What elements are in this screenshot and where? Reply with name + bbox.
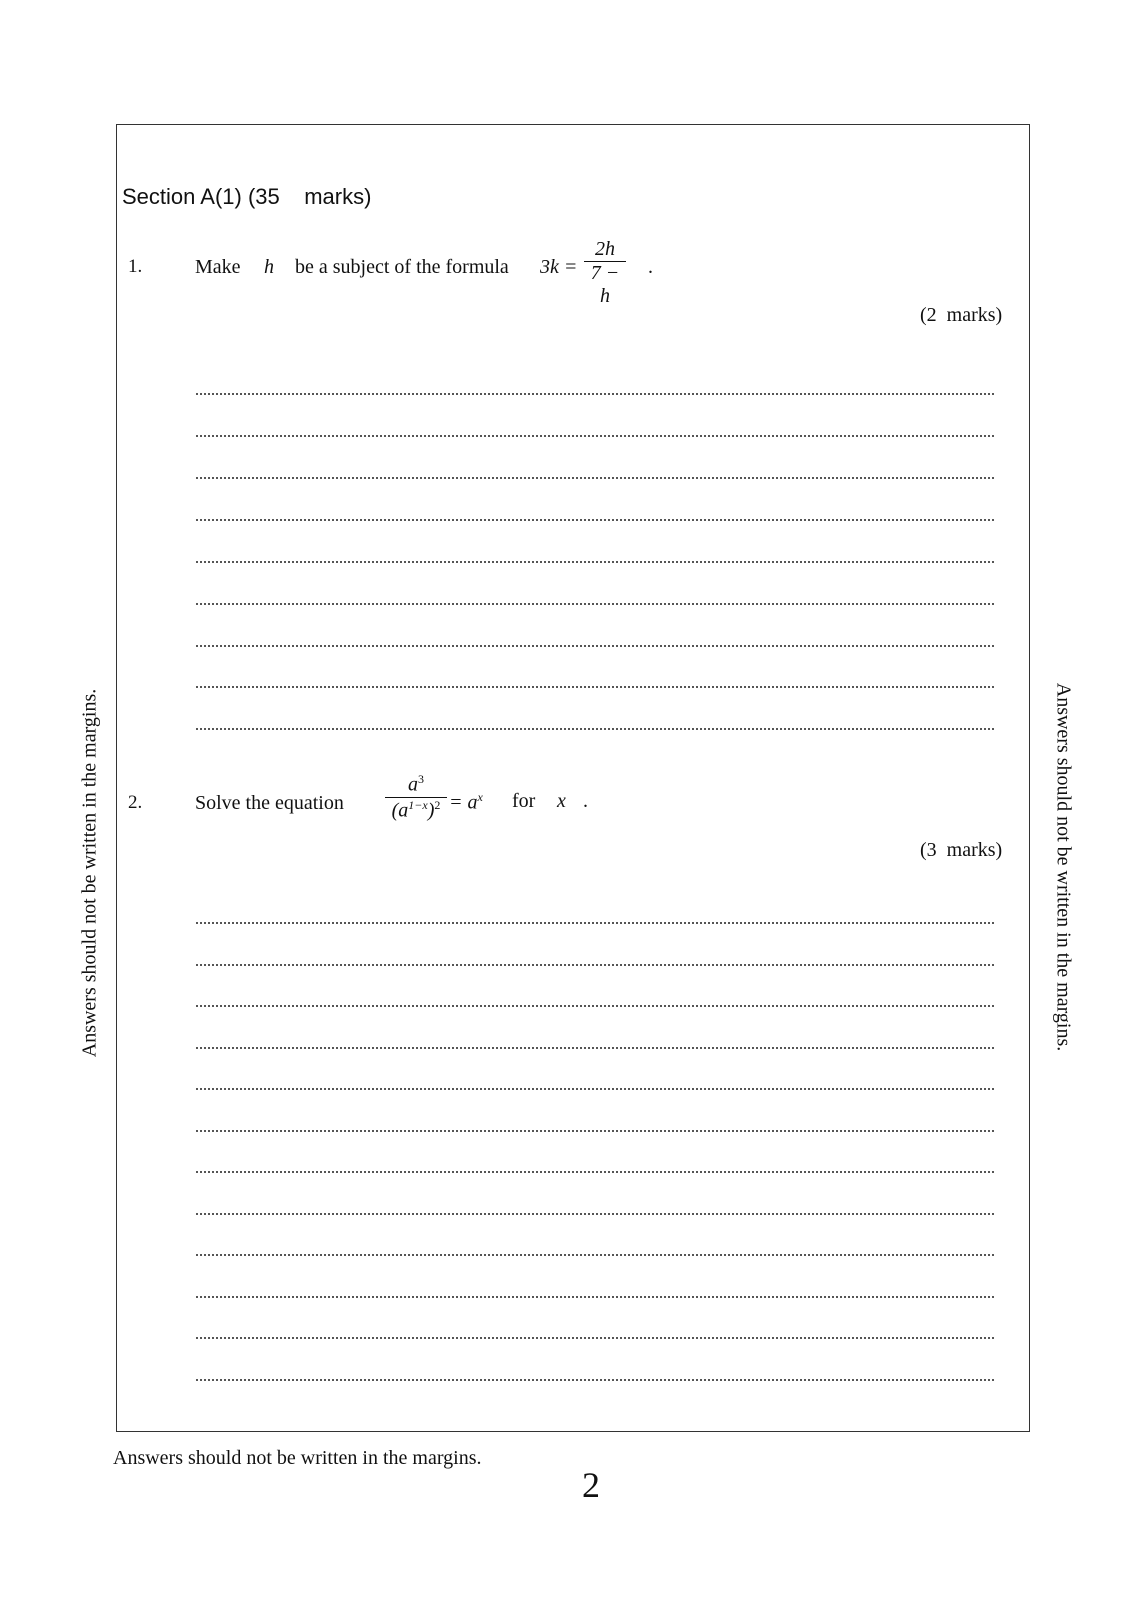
equation-denominator [385, 798, 447, 823]
answer-line[interactable] [196, 1296, 994, 1298]
question-1-number: 1. [128, 256, 143, 277]
answer-line[interactable] [196, 603, 994, 605]
formula-lhs: 3k = [540, 256, 578, 278]
answer-line[interactable] [196, 922, 994, 924]
formula-denominator: 7 − h [590, 262, 620, 307]
question-2-formula [385, 772, 615, 842]
answer-line[interactable] [196, 686, 994, 688]
answer-line[interactable] [196, 1379, 994, 1381]
answer-line[interactable] [196, 1337, 994, 1339]
section-title: Section A(1) (35 marks) [122, 184, 372, 209]
question-1-text: be a subject of the formula [295, 256, 509, 278]
answer-line[interactable] [196, 561, 994, 563]
rhs-base: = a [449, 791, 478, 814]
denominator-inner-exponent: 1−x [408, 797, 428, 812]
question-1-formula [540, 238, 660, 307]
question-2-number: 2. [128, 792, 143, 813]
answer-line[interactable] [196, 1213, 994, 1215]
answer-line[interactable] [196, 1254, 994, 1256]
denominator-close: ) [427, 799, 435, 822]
answer-line[interactable] [196, 435, 994, 437]
equation-fraction [385, 772, 447, 822]
page-number: 2 [582, 1465, 600, 1505]
question-2-text: Solve the equation [195, 792, 344, 814]
rhs-exponent: x [477, 790, 483, 804]
question-1-marks: (2 marks) [920, 304, 1003, 326]
numerator-exponent: 3 [418, 772, 424, 786]
footer-margin-note: Answers should not be written in the margins. [113, 1447, 482, 1469]
answer-line[interactable] [196, 1047, 994, 1049]
formula-numerator: 2h [595, 238, 615, 260]
answer-line[interactable] [196, 1005, 994, 1007]
answer-line[interactable] [196, 728, 994, 730]
formula-period: . [648, 256, 653, 278]
equation-numerator [385, 772, 447, 797]
answer-line[interactable] [196, 1088, 994, 1090]
for-variable: x [557, 790, 566, 812]
formula-fraction [584, 238, 626, 308]
answer-line[interactable] [196, 1171, 994, 1173]
question-1-variable: h [264, 256, 274, 278]
question-2-marks: (3 marks) [920, 839, 1003, 861]
equation-period: . [583, 790, 588, 812]
denominator-outer-exponent: 2 [434, 797, 441, 812]
answer-line[interactable] [196, 964, 994, 966]
answer-line[interactable] [196, 519, 994, 521]
numerator-base: a [408, 773, 418, 796]
denominator-base: (a [391, 799, 409, 822]
answer-line[interactable] [196, 645, 994, 647]
answer-line[interactable] [196, 477, 994, 479]
right-margin-note: Answers should not be written in the margins. [1052, 682, 1075, 1052]
answer-line[interactable] [196, 393, 994, 395]
answer-line[interactable] [196, 1130, 994, 1132]
question-1-make: Make [195, 256, 241, 278]
equation-rhs [449, 790, 483, 815]
for-word: for [512, 790, 536, 812]
left-margin-note: Answers should not be written in the margins. [78, 688, 101, 1058]
